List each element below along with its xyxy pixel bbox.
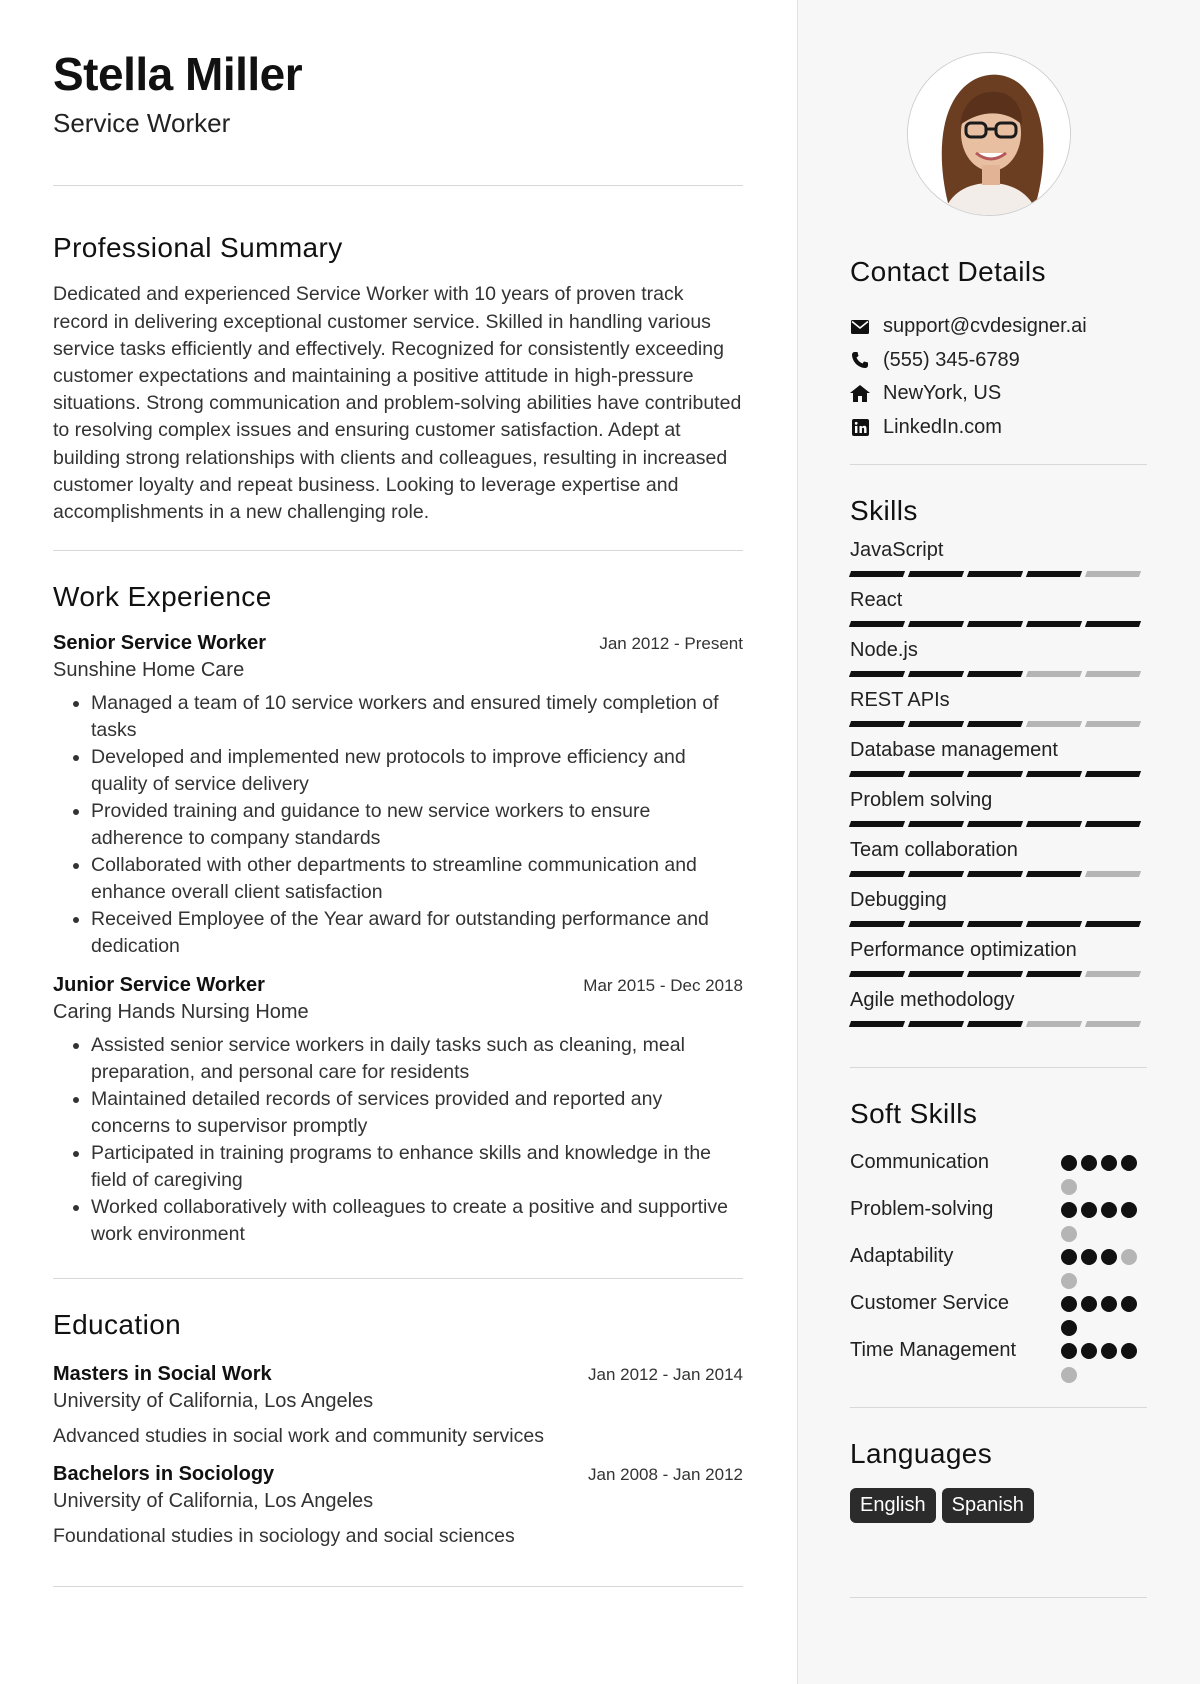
soft-skill-name: Time Management [850,1339,1016,1361]
soft-skill-item [850,1148,1147,1195]
skill-name: Agile methodology [850,989,1015,1011]
skill-level-segment-filled [849,721,905,727]
job-org: Sunshine Home Care [53,659,245,682]
rating-dot-empty [1121,1249,1137,1265]
rating-dot-filled [1101,1296,1117,1312]
contact-location [850,377,1147,411]
rating-dot-filled [1121,1343,1137,1359]
rating-dot-empty [1061,1226,1077,1242]
language-badge: English [850,1488,936,1523]
soft-skill-name: Problem-solving [850,1198,994,1220]
soft-skill-rating [1061,1148,1147,1195]
rating-dot-filled [1081,1155,1097,1171]
job-bullets [53,690,743,960]
skill-level-segment-empty [1085,1021,1141,1027]
sidebar [850,52,1147,1598]
skill-name: Debugging [850,889,947,911]
candidate-name: Stella Miller [53,48,303,100]
soft-skill-name: Communication [850,1151,989,1173]
skill-level-segment-filled [849,771,905,777]
skill-level-segment-empty [1085,571,1141,577]
skill-level-segment-filled [849,671,905,677]
divider [850,1067,1147,1068]
skill-level-segment-empty [1026,671,1082,677]
skill-level-segment-filled [1026,771,1082,777]
skill-name: React [850,589,903,611]
soft-skill-item [850,1289,1147,1336]
job-bullet: • Worked collaboratively with colleagues to create a positive and supportive work environment [91,1194,743,1248]
skill-level-segment-filled [1085,821,1141,827]
contact-linkedin-text: LinkedIn.com [883,415,1002,438]
skill-level-segment-filled [1026,921,1082,927]
rating-dot-filled [1061,1249,1077,1265]
education-school: University of California, Los Angeles [53,1490,374,1513]
skill-level-segment-filled [967,921,1023,927]
skill-level-segment-filled [908,771,964,777]
soft-skill-rating [1061,1289,1147,1336]
education-dates: Jan 2012 - Jan 2014 [587,1365,743,1385]
education-entry [53,1463,743,1548]
phone-icon [850,350,870,370]
skill-level-segment-filled [967,771,1023,777]
job-entry [53,974,743,1248]
rating-dot-empty [1061,1179,1077,1195]
skill-level-segment-empty [1026,1021,1082,1027]
skill-item [850,987,1147,1037]
rating-dot-filled [1061,1155,1077,1171]
skill-level-bar [850,871,1147,877]
skill-level-segment-filled [967,821,1023,827]
education-heading: Education [53,1309,182,1341]
skill-level-segment-filled [908,571,964,577]
skill-level-segment-filled [1026,571,1082,577]
divider [850,464,1147,465]
skill-level-segment-filled [849,821,905,827]
skill-level-segment-filled [967,671,1023,677]
skill-item [850,737,1147,787]
divider [850,1597,1147,1598]
soft-skill-name: Customer Service [850,1292,1009,1314]
soft-skill-item [850,1242,1147,1289]
job-bullet: • Maintained detailed records of services provided and reported any concerns to supervisor promptly [91,1086,743,1140]
rating-dot-filled [1061,1296,1077,1312]
skill-level-bar [850,921,1147,927]
skill-level-segment-filled [967,721,1023,727]
languages-heading: Languages [850,1438,993,1469]
contact-phone[interactable] [850,344,1147,378]
soft-skill-name: Adaptability [850,1245,954,1267]
rating-dot-filled [1101,1202,1117,1218]
contact-heading: Contact Details [850,256,1046,287]
rating-dot-filled [1121,1155,1137,1171]
envelope-icon [850,317,870,337]
skill-level-segment-filled [1085,771,1141,777]
avatar-illustration [908,53,1071,216]
job-dates: Jan 2012 - Present [599,634,743,654]
rating-dot-filled [1121,1202,1137,1218]
rating-dot-filled [1081,1249,1097,1265]
rating-dot-filled [1081,1296,1097,1312]
skill-level-bar [850,971,1147,977]
soft-skills-heading: Soft Skills [850,1098,978,1129]
contact-linkedin[interactable] [850,411,1147,445]
skill-level-segment-empty [1026,721,1082,727]
rating-dot-filled [1061,1202,1077,1218]
job-entry [53,632,743,960]
education-description: Foundational studies in sociology and social sciences [53,1525,515,1548]
education-description: Advanced studies in social work and community services [53,1425,544,1448]
skill-level-segment-filled [908,871,964,877]
contact-email-text: support@cvdesigner.ai [883,315,1087,338]
skill-name: JavaScript [850,539,944,561]
linkedin-icon [850,417,870,437]
skill-level-segment-filled [908,621,964,627]
skill-item [850,937,1147,987]
skill-level-segment-filled [1026,971,1082,977]
language-badge: Spanish [942,1488,1034,1523]
skills-list [850,537,1147,1037]
skill-level-segment-filled [849,571,905,577]
skill-level-bar [850,571,1147,577]
education-degree: Bachelors in Sociology [53,1463,275,1486]
skill-level-segment-filled [967,621,1023,627]
skill-level-segment-filled [908,921,964,927]
skill-level-segment-filled [967,1021,1023,1027]
soft-skills-list [850,1148,1147,1383]
job-dates: Mar 2015 - Dec 2018 [583,976,743,996]
skill-item [850,837,1147,887]
contact-location-text: NewYork, US [883,382,1002,405]
divider [53,185,743,186]
contact-email[interactable] [850,310,1147,344]
rating-dot-filled [1081,1343,1097,1359]
job-bullet: • Assisted senior service workers in daily tasks such as cleaning, meal preparation, and personal care for residents [91,1032,743,1086]
skill-level-segment-filled [967,971,1023,977]
skill-level-bar [850,1021,1147,1027]
work-heading: Work Experience [53,581,272,613]
skill-level-segment-filled [908,971,964,977]
skill-level-bar [850,671,1147,677]
soft-skill-rating [1061,1195,1147,1242]
skill-level-segment-filled [908,671,964,677]
skill-level-segment-filled [849,871,905,877]
skill-item [850,687,1147,737]
job-role: Junior Service Worker [53,974,265,997]
education-entry [53,1363,743,1448]
skill-name: Performance optimization [850,939,1077,961]
skill-level-segment-filled [967,571,1023,577]
job-role: Senior Service Worker [53,632,267,655]
rating-dot-filled [1121,1296,1137,1312]
skill-level-bar [850,721,1147,727]
rating-dot-filled [1081,1202,1097,1218]
skill-level-bar [850,621,1147,627]
skill-level-segment-filled [1026,871,1082,877]
divider [53,1278,743,1279]
summary-heading: Professional Summary [53,232,343,264]
rating-dot-filled [1101,1343,1117,1359]
job-bullet: • Managed a team of 10 service workers and ensured timely completion of tasks [91,690,743,744]
skill-level-segment-empty [1085,721,1141,727]
skill-level-segment-filled [849,921,905,927]
skill-level-segment-empty [1085,871,1141,877]
main-column [53,50,743,1587]
languages-list [850,1488,1147,1523]
candidate-title: Service Worker [53,108,231,139]
rating-dot-empty [1061,1367,1077,1383]
skill-name: Team collaboration [850,839,1018,861]
soft-skill-rating [1061,1242,1147,1289]
job-bullet: • Received Employee of the Year award for outstanding performance and dedication [91,906,743,960]
skill-level-segment-filled [849,1021,905,1027]
skill-level-segment-filled [967,871,1023,877]
rating-dot-filled [1061,1343,1077,1359]
rating-dot-empty [1061,1273,1077,1289]
soft-skill-item [850,1195,1147,1242]
education-degree: Masters in Social Work [53,1363,272,1386]
job-bullet: • Collaborated with other departments to streamline communication and enhance overall client satisfaction [91,852,743,906]
skill-level-segment-empty [1085,671,1141,677]
skill-level-bar [850,771,1147,777]
divider [53,550,743,551]
skill-item [850,887,1147,937]
skills-heading: Skills [850,495,918,526]
rating-dot-filled [1061,1320,1077,1336]
skill-level-segment-filled [1026,821,1082,827]
job-bullet: • Participated in training programs to enhance skills and knowledge in the field of caregiving [91,1140,743,1194]
skill-name: Database management [850,739,1058,761]
skill-item [850,787,1147,837]
rating-dot-filled [1101,1155,1117,1171]
job-org: Caring Hands Nursing Home [53,1001,309,1024]
divider [53,1586,743,1587]
skill-level-segment-filled [1085,921,1141,927]
contact-phone-text: (555) 345-6789 [883,348,1020,371]
divider [850,1407,1147,1408]
skill-item [850,587,1147,637]
profile-photo [907,52,1071,216]
education-school: University of California, Los Angeles [53,1390,374,1413]
skill-level-segment-filled [849,621,905,627]
job-bullets [53,1032,743,1248]
skill-level-segment-filled [1026,621,1082,627]
job-bullet: • Provided training and guidance to new service workers to ensure adherence to company standards [91,798,743,852]
skill-level-bar [850,821,1147,827]
skill-level-segment-filled [908,821,964,827]
skill-name: Problem solving [850,789,993,811]
skill-name: REST APIs [850,689,950,711]
skill-level-segment-empty [1085,971,1141,977]
skill-level-segment-filled [1085,621,1141,627]
soft-skill-rating [1061,1336,1147,1383]
education-dates: Jan 2008 - Jan 2012 [587,1465,743,1485]
skill-item [850,637,1147,687]
rating-dot-filled [1101,1249,1117,1265]
summary-text: Dedicated and experienced Service Worker with 10 years of proven track record in delivering exceptional customer service. Skilled in handling various service tasks efficiently and effectively. Recognized for consistently exceeding customer expectations and maintaining a positive attitude in high-pressure situations. Strong communication and problem-solving abilities have contributed to resolving complex issues and ensuring customer satisfaction. Adept at building strong relationships with clients and colleagues, resulting in increased customer loyalty and repeat business. Looking to leverage expertise and accomplishments in a new challenging role. [53,283,742,523]
job-bullet: • Developed and implemented new protocols to improve efficiency and quality of service delivery [91,744,743,798]
home-icon [850,384,870,404]
skill-item [850,537,1147,587]
skill-level-segment-filled [908,721,964,727]
skill-level-segment-filled [849,971,905,977]
soft-skill-item [850,1336,1147,1383]
contact-list [850,310,1147,444]
skill-name: Node.js [850,639,918,661]
skill-level-segment-filled [908,1021,964,1027]
